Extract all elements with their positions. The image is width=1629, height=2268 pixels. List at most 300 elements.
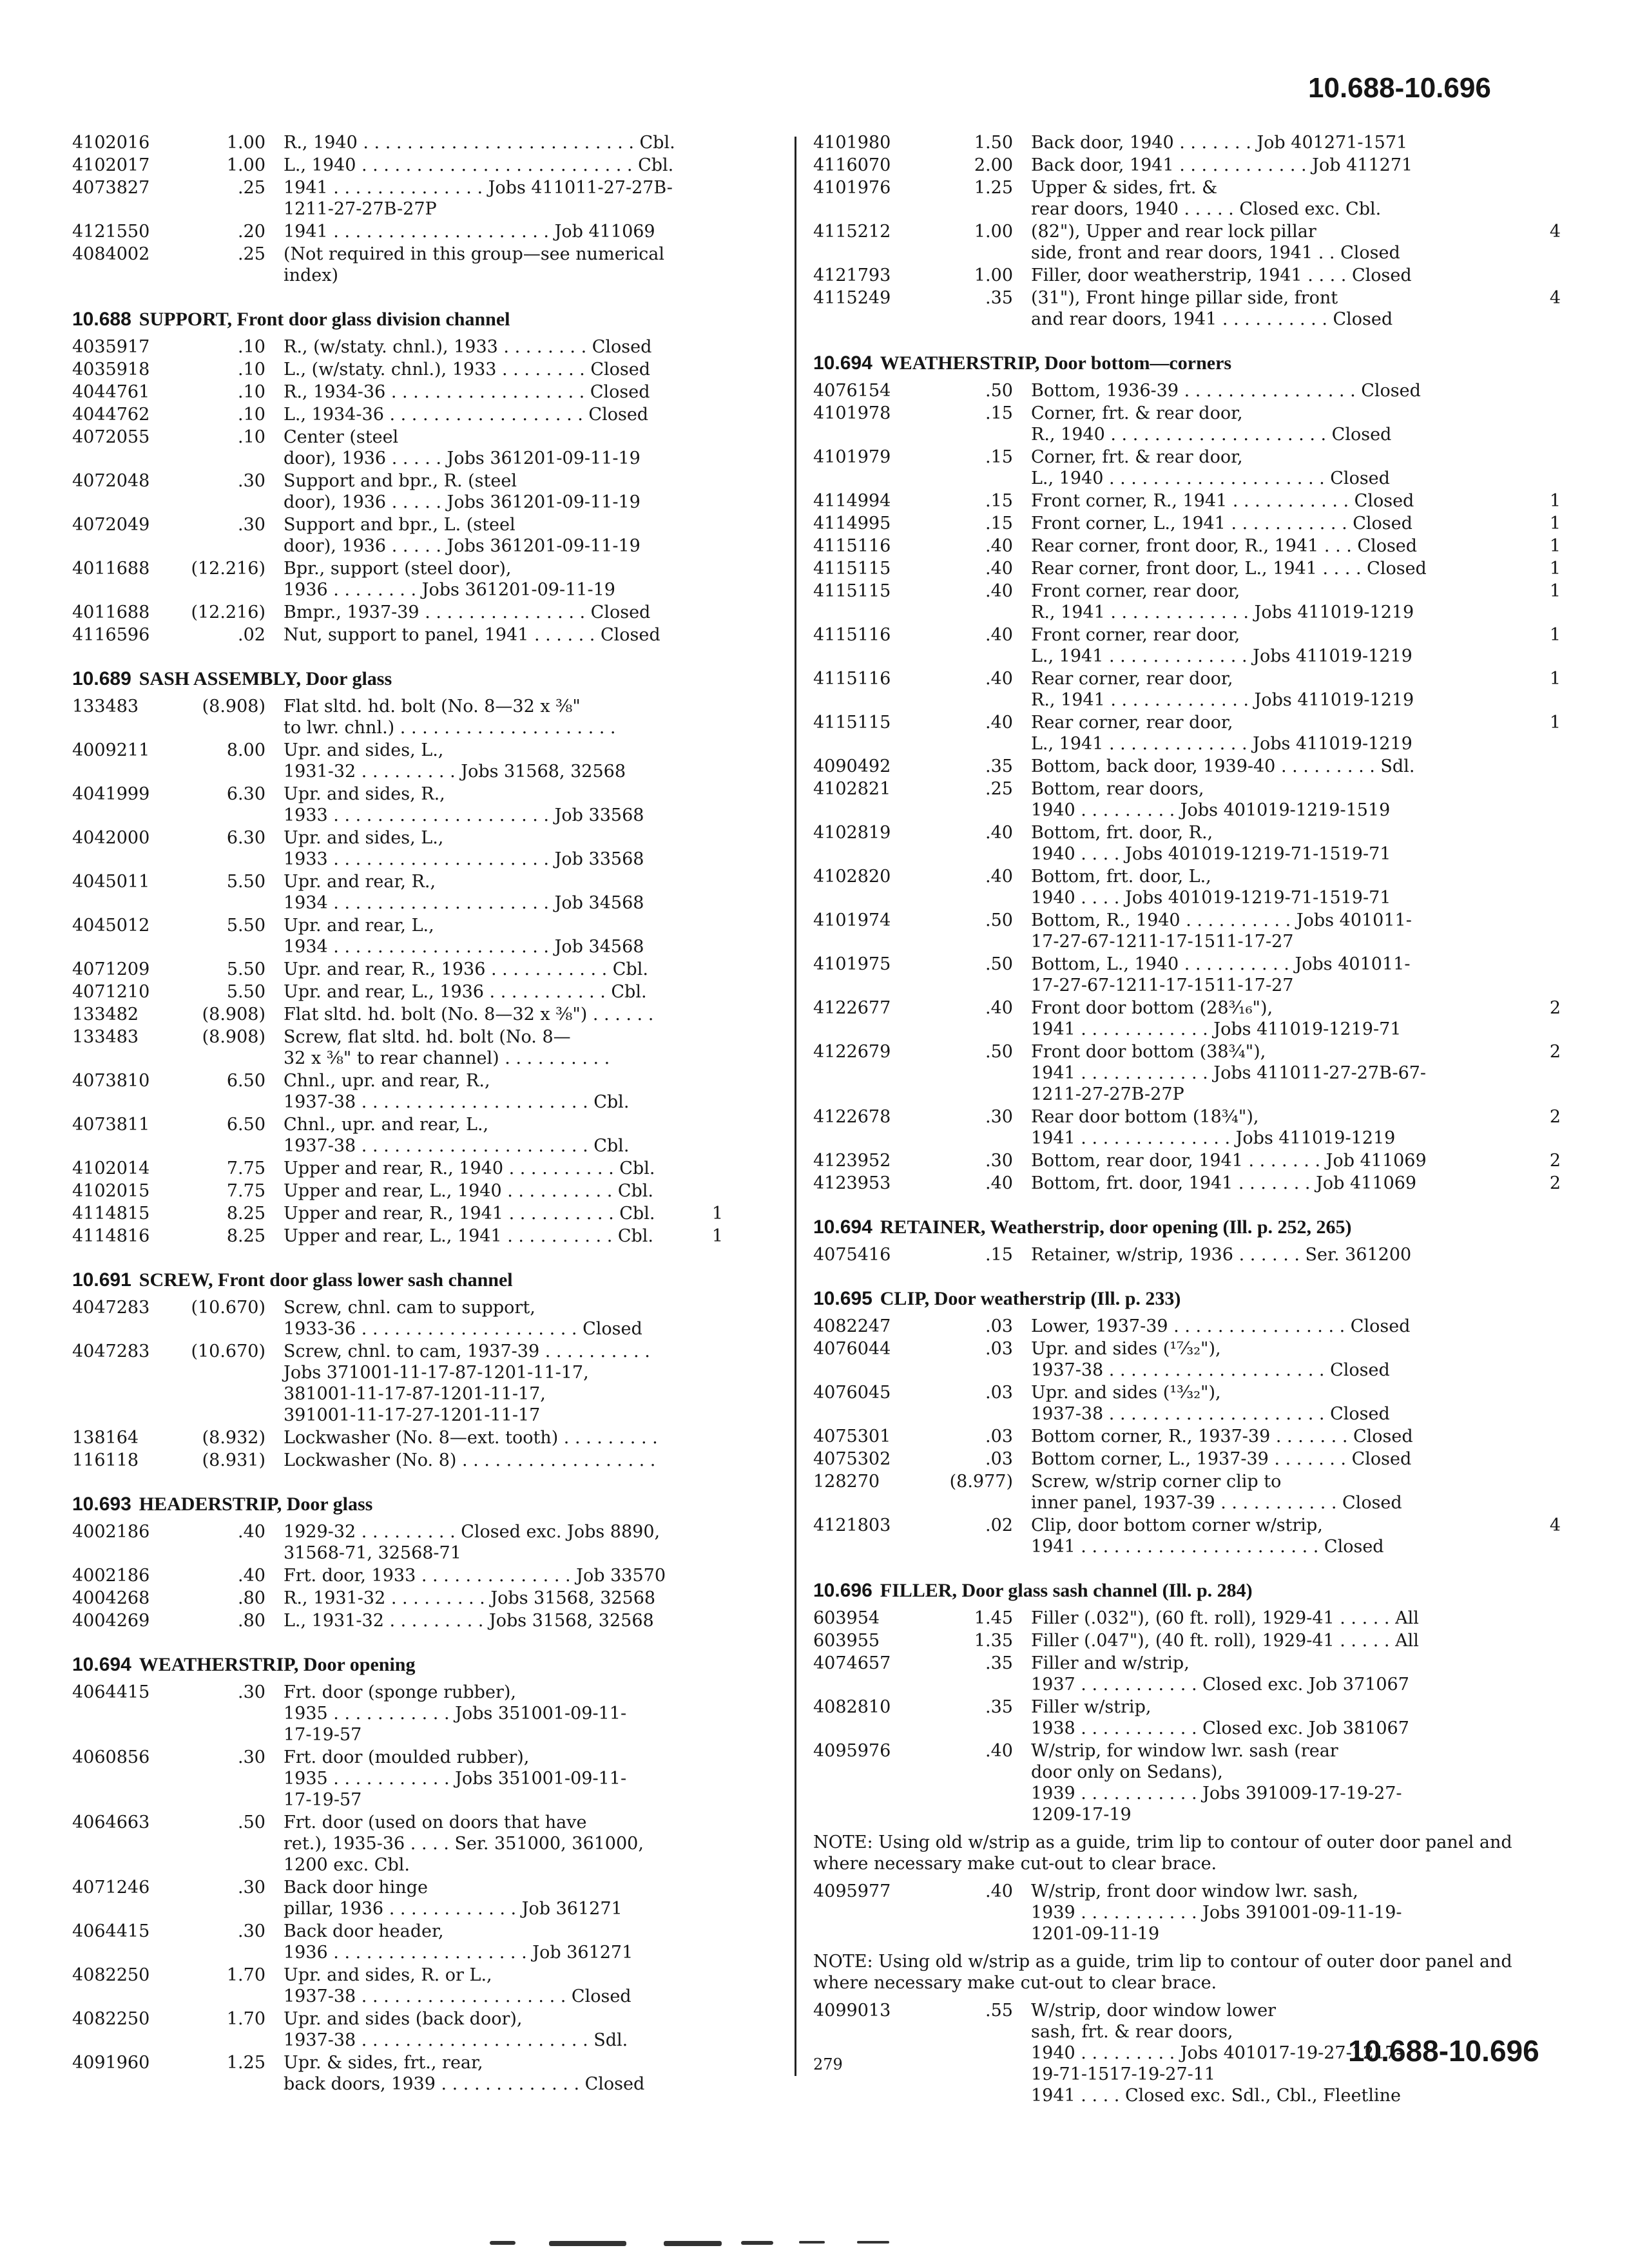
parts-list-row: [813, 1630, 1561, 1651]
parts-section: [72, 1653, 723, 2095]
parts-list-row: [813, 910, 1561, 952]
parts-list-row: [813, 1382, 1561, 1425]
parts-list-row: [813, 997, 1561, 1040]
parts-section: [72, 668, 723, 1247]
description: Corner, frt. & rear door, R., 1940 . . . . . . . . . . . . . . . . . . . . Closed: [1031, 403, 1392, 445]
parts-list-row: [72, 221, 723, 242]
price: .10: [238, 427, 265, 447]
quantity: 2: [1549, 1042, 1561, 1062]
price: .10: [238, 337, 265, 357]
parts-list-row: [72, 2008, 723, 2051]
price: 1.00: [974, 265, 1013, 285]
description: Bottom corner, L., 1937-39 . . . . . . . Closed: [1031, 1449, 1412, 1469]
parts-list-row: [72, 177, 723, 220]
description: Upr. and sides, L., 1931-32 . . . . . . . . . Jobs 31568, 32568: [284, 740, 626, 782]
parts-list-row: [72, 359, 723, 380]
description: Retainer, w/strip, 1936 . . . . . . Ser. 361200: [1031, 1245, 1412, 1265]
part-number: 4090492: [813, 756, 891, 776]
price: .40: [985, 559, 1013, 579]
description: Upper & sides, frt. & rear doors, 1940 . . . . . Closed exc. Cbl.: [1031, 178, 1382, 219]
parts-list-row: [72, 381, 723, 403]
parts-list-row: [72, 1812, 723, 1876]
part-number: 4075416: [813, 1245, 891, 1265]
description: Back door header, 1936 . . . . . . . . . . . . . . . . . . Job 361271: [284, 1921, 633, 1963]
price: 1.50: [974, 133, 1013, 153]
parts-section: [72, 308, 723, 646]
scan-artifact: [664, 2241, 722, 2246]
description: Upr. and sides (back door), 1937-38 . . . . . . . . . . . . . . . . . . . . . Sdl.: [284, 2009, 628, 2050]
parts-list-row: [813, 535, 1561, 557]
part-number: 4095976: [813, 1741, 891, 1761]
scan-artifact: [857, 2241, 889, 2244]
parts-list-row: [813, 778, 1561, 821]
description: Front corner, rear door, L., 1941 . . . . . . . . . . . . . Jobs 411019-1219: [1031, 625, 1412, 666]
price: .40: [985, 867, 1013, 887]
description: R., 1940 . . . . . . . . . . . . . . . . . . . . . . . . . Cbl.: [284, 133, 675, 153]
section-title-text: CLIP, Door weatherstrip (Ill. p. 233): [880, 1288, 1181, 1309]
part-number: 4082250: [72, 1965, 150, 1985]
parts-list-row: [72, 1965, 723, 2007]
price: 6.30: [226, 784, 265, 804]
part-number: 4102819: [813, 823, 891, 843]
part-number: 4044761: [72, 382, 150, 402]
price: 1.70: [226, 1965, 265, 1985]
description: Flat sltd. hd. bolt (No. 8—32 x ⅜" to lwr. chnl.) . . . . . . . . . . . . . . . . . . . .: [284, 697, 616, 738]
quantity: 1: [1549, 536, 1561, 556]
part-number: 133483: [72, 697, 139, 716]
parts-list-row: [813, 1150, 1561, 1171]
parts-section: [72, 132, 723, 286]
price: (12.216): [191, 559, 265, 579]
parts-list-row: [813, 756, 1561, 777]
quantity: 2: [1549, 1173, 1561, 1193]
part-number: 4044762: [72, 405, 150, 425]
part-number: 4115212: [813, 222, 891, 242]
description: Upper and rear, R., 1940 . . . . . . . . . . Cbl.: [284, 1158, 655, 1178]
parts-list-row: [813, 287, 1561, 330]
description: Upr. and sides, L., 1933 . . . . . . . . . . . . . . . . . . . . Job 33568: [284, 828, 644, 869]
parts-list-row: [813, 1244, 1561, 1265]
part-number: 4114994: [813, 491, 891, 511]
price: (8.932): [202, 1428, 265, 1448]
part-number: 4004268: [72, 1588, 150, 1608]
price: .40: [985, 669, 1013, 689]
scan-artifact: [549, 2241, 626, 2246]
part-number: 4116596: [72, 625, 150, 645]
price: .15: [985, 403, 1013, 423]
section-title-text: WEATHERSTRIP, Door opening: [139, 1654, 416, 1675]
part-number: 4064415: [72, 1682, 150, 1702]
price: 1.45: [974, 1608, 1013, 1628]
parts-list-row: [72, 740, 723, 782]
description: Rear door bottom (18¾"), 1941 . . . . . . . . . . . . . . Jobs 411019-1219: [1031, 1107, 1396, 1148]
installation-note: NOTE: Using old w/strip as a guide, trim lip to contour of outer door panel and where necessary make cut-out to clear brace.: [813, 1832, 1512, 1874]
parts-list-row: [813, 155, 1561, 176]
price: .10: [238, 382, 265, 402]
price: (8.931): [202, 1450, 265, 1470]
price: .40: [985, 998, 1013, 1018]
parts-list-row: [813, 132, 1561, 153]
part-number: 4099013: [813, 2001, 891, 2021]
part-number: 603954: [813, 1608, 880, 1628]
section-title-text: SCREW, Front door glass lower sash channel: [139, 1269, 513, 1291]
description: L., 1940 . . . . . . . . . . . . . . . . . . . . . . . . . Cbl.: [284, 155, 674, 175]
part-number: 4064663: [72, 1812, 150, 1832]
part-number: 4122679: [813, 1042, 891, 1062]
price: .50: [985, 381, 1013, 401]
description: Upper and rear, L., 1941 . . . . . . . . . . Cbl.: [284, 1226, 654, 1246]
description: Filler and w/strip, 1937 . . . . . . . . . . . Closed exc. Job 371067: [1031, 1653, 1409, 1695]
description: Upr. and rear, R., 1936 . . . . . . . . . . . Cbl.: [284, 959, 648, 979]
parts-list-row: [813, 624, 1561, 667]
description: (31"), Front hinge pillar side, front and rear doors, 1941 . . . . . . . . . . Closed: [1031, 288, 1393, 329]
description: Frt. door (used on doors that have ret.), 1935-36 . . . . Ser. 351000, 361000, 1200 exc. Cbl.: [284, 1812, 644, 1875]
part-number: 4115115: [813, 581, 891, 601]
price: 1.00: [226, 155, 265, 175]
quantity: 1: [1549, 491, 1561, 511]
part-number: 4101978: [813, 403, 891, 423]
section-title-text: SUPPORT, Front door glass division channel: [139, 309, 510, 330]
quantity: 1: [711, 1226, 723, 1246]
parts-section: [813, 352, 1561, 1194]
description: Support and bpr., L. (steel door), 1936 . . . . . Jobs 361201-09-11-19: [284, 515, 641, 556]
description: Bottom, frt. door, 1941 . . . . . . . Job 411069: [1031, 1173, 1417, 1193]
price: .10: [238, 405, 265, 425]
part-number: 4011688: [72, 602, 150, 622]
part-number: 4091960: [72, 2053, 150, 2073]
part-number: 4101976: [813, 178, 891, 198]
part-number: 4101974: [813, 910, 891, 930]
part-number: 4047283: [72, 1341, 150, 1361]
part-number: 4114815: [72, 1204, 150, 1224]
parts-list-row: [813, 1173, 1561, 1194]
price: .50: [985, 1042, 1013, 1062]
parts-list-row: [72, 915, 723, 957]
quantity: 1: [1549, 625, 1561, 645]
part-number: 4011688: [72, 559, 150, 579]
section-code: 10.688: [72, 309, 131, 330]
part-number: 4102016: [72, 133, 150, 153]
part-number: 4115115: [813, 559, 891, 579]
description: Filler (.047"), (40 ft. roll), 1929-41 . . . . . All: [1031, 1631, 1419, 1651]
parts-section: [72, 1493, 723, 1631]
parts-list-row: [72, 132, 723, 153]
price: 8.25: [226, 1204, 265, 1224]
quantity: 1: [1549, 669, 1561, 689]
price: .50: [985, 910, 1013, 930]
price: .40: [985, 1173, 1013, 1193]
description: W/strip, door window lower sash, frt. & rear doors, 1940 . . . . . . . . . Jobs 401017-19-27-1217- 19-71-1517-19-27-11 1941 . . . . Closed exc. Sdl., Cbl., Fleetline: [1031, 2001, 1402, 2106]
parts-list-row: [72, 404, 723, 425]
part-number: 4123952: [813, 1151, 891, 1171]
price: .35: [985, 1697, 1013, 1717]
part-number: 4115116: [813, 536, 891, 556]
part-number: 4121793: [813, 265, 891, 285]
part-number: 4084002: [72, 244, 150, 264]
description: Frt. door (sponge rubber), 1935 . . . . . . . . . . . Jobs 351001-09-11- 17-19-57: [284, 1682, 627, 1745]
part-number: 4035918: [72, 360, 150, 380]
price: 6.50: [226, 1071, 265, 1091]
description: 1929-32 . . . . . . . . . Closed exc. Jobs 8890, 31568-71, 32568-71: [284, 1522, 660, 1563]
description: R., 1934-36 . . . . . . . . . . . . . . . . . . Closed: [284, 382, 650, 402]
description: Bottom, 1936-39 . . . . . . . . . . . . . . . . Closed: [1031, 381, 1421, 401]
parts-section: [72, 1269, 723, 1471]
section-code: 10.694: [813, 352, 872, 374]
parts-list-row: [813, 1740, 1561, 1825]
description: Front corner, L., 1941 . . . . . . . . . . . Closed: [1031, 514, 1412, 533]
part-number: 4041999: [72, 784, 150, 804]
part-number: 4122678: [813, 1107, 891, 1127]
description: Front corner, R., 1941 . . . . . . . . . . . Closed: [1031, 491, 1414, 511]
description: Upr. and rear, L., 1934 . . . . . . . . . . . . . . . . . . . . Job 34568: [284, 916, 644, 957]
section-title: [72, 1653, 723, 1677]
parts-list-row: [72, 514, 723, 557]
description: L., 1931-32 . . . . . . . . . Jobs 31568, 32568: [284, 1611, 654, 1631]
parts-list-row: [72, 1180, 723, 1202]
description: Upr. and sides, R., 1933 . . . . . . . . . . . . . . . . . . . . Job 33568: [284, 784, 644, 825]
parts-list-row: [813, 1696, 1561, 1739]
parts-list-row: [813, 1041, 1561, 1105]
part-number: 4115115: [813, 713, 891, 733]
parts-list-row: [813, 1608, 1561, 1629]
price: 1.00: [226, 133, 265, 153]
price: .40: [238, 1522, 265, 1542]
parts-list-row: [813, 822, 1561, 865]
part-number: 4102820: [813, 867, 891, 887]
price: .40: [985, 536, 1013, 556]
price: (8.977): [949, 1472, 1013, 1492]
part-number: 116118: [72, 1450, 139, 1470]
price: .30: [238, 1878, 265, 1898]
price: (8.908): [202, 1004, 265, 1024]
description: Chnl., upr. and rear, R., 1937-38 . . . . . . . . . . . . . . . . . . . . . Cbl.: [284, 1071, 630, 1112]
part-number: 4002186: [72, 1522, 150, 1542]
quantity: 1: [1549, 713, 1561, 733]
part-number: 4082250: [72, 2009, 150, 2029]
parts-list-row: [72, 1225, 723, 1247]
parts-list-row: [813, 866, 1561, 908]
section-title: [813, 1216, 1561, 1239]
parts-list-row: [813, 668, 1561, 711]
price: .15: [985, 447, 1013, 467]
description: Filler (.032"), (60 ft. roll), 1929-41 . . . . . All: [1031, 1608, 1419, 1628]
scan-artifact: [799, 2241, 825, 2244]
price: .35: [985, 1653, 1013, 1673]
description: Rear corner, rear door, R., 1941 . . . . . . . . . . . . . Jobs 411019-1219: [1031, 669, 1414, 710]
parts-list-row: [72, 1588, 723, 1609]
installation-note: NOTE: Using old w/strip as a guide, trim lip to contour of outer door panel and where necessary make cut-out to clear brace.: [813, 1952, 1512, 1993]
page-range-header-bottom: 10.688-10.696: [1348, 2034, 1539, 2068]
description: (Not required in this group—see numerical index): [284, 244, 664, 285]
part-number: 4075301: [813, 1427, 891, 1446]
price: .02: [985, 1515, 1013, 1535]
section-code: 10.693: [72, 1494, 131, 1515]
parts-list-row: [813, 1338, 1561, 1381]
price: .40: [238, 1566, 265, 1586]
parts-list-row: [72, 1921, 723, 1963]
price: 1.35: [974, 1631, 1013, 1651]
section-code: 10.689: [72, 668, 131, 689]
price: 5.50: [226, 982, 265, 1002]
part-number: 4115116: [813, 625, 891, 645]
parts-section: [813, 1579, 1561, 2106]
part-number: 128270: [813, 1472, 880, 1492]
price: (8.908): [202, 1027, 265, 1047]
description: Bottom, frt. door, L., 1940 . . . . Jobs 401019-1219-71-1519-71: [1031, 867, 1391, 908]
description: Back door, 1940 . . . . . . . Job 401271-1571: [1031, 133, 1408, 153]
description: R., (w/staty. chnl.), 1933 . . . . . . . . Closed: [284, 337, 652, 357]
parts-list-row: [72, 1427, 723, 1448]
part-number: 4102015: [72, 1181, 150, 1201]
price: .35: [985, 756, 1013, 776]
part-number: 4035917: [72, 337, 150, 357]
price: .10: [238, 360, 265, 380]
description: Screw, w/strip corner clip to inner panel, 1937-39 . . . . . . . . . . . Closed: [1031, 1472, 1402, 1513]
parts-list-row: [72, 1004, 723, 1025]
part-number: 4122677: [813, 998, 891, 1018]
price: .30: [985, 1151, 1013, 1171]
quantity: 4: [1549, 1515, 1561, 1535]
parts-section: [813, 1216, 1561, 1265]
parts-list-row: [72, 1747, 723, 1811]
part-number: 133483: [72, 1027, 139, 1047]
parts-list-row: [813, 403, 1561, 445]
description: Front corner, rear door, R., 1941 . . . . . . . . . . . . . Jobs 411019-1219: [1031, 581, 1414, 622]
part-number: 4121803: [813, 1515, 891, 1535]
description: Bmpr., 1937-39 . . . . . . . . . . . . . . . Closed: [284, 602, 651, 622]
section-title-text: WEATHERSTRIP, Door bottom—corners: [880, 352, 1232, 374]
description: L., (w/staty. chnl.), 1933 . . . . . . . . Closed: [284, 360, 651, 380]
part-number: 4114816: [72, 1226, 150, 1246]
parts-list-row: [813, 581, 1561, 623]
price: .03: [985, 1316, 1013, 1336]
parts-list-row: [72, 1026, 723, 1069]
part-number: 4095977: [813, 1881, 891, 1901]
price: (10.670): [191, 1298, 265, 1318]
part-number: 4072049: [72, 515, 150, 535]
section-title-text: FILLER, Door glass sash channel (Ill. p. 284): [880, 1580, 1253, 1601]
price: .03: [985, 1383, 1013, 1403]
description: Frt. door (moulded rubber), 1935 . . . . . . . . . . . Jobs 351001-09-11- 17-19-57: [284, 1747, 627, 1810]
price: .30: [238, 1682, 265, 1702]
parts-list-row: [813, 712, 1561, 754]
quantity: 2: [1549, 998, 1561, 1018]
quantity: 2: [1549, 1107, 1561, 1127]
description: Front door bottom (38¾"), 1941 . . . . . . . . . . . . Jobs 411011-27-27B-67- 1211-27-27B-27P: [1031, 1042, 1427, 1104]
page-range-header-top: 10.688-10.696: [1308, 72, 1491, 104]
section-title: [72, 668, 723, 691]
scan-artifact: [490, 2241, 516, 2245]
description: Bottom, back door, 1939-40 . . . . . . . . . Sdl.: [1031, 756, 1415, 776]
description: Lockwasher (No. 8) . . . . . . . . . . . . . . . . . .: [284, 1450, 656, 1470]
description: Support and bpr., R. (steel door), 1936 . . . . . Jobs 361201-09-11-19: [284, 471, 641, 512]
description: Nut, support to panel, 1941 . . . . . . Closed: [284, 625, 660, 645]
description: Screw, flat sltd. hd. bolt (No. 8— 32 x ⅜" to rear channel) . . . . . . . . . .: [284, 1027, 610, 1068]
price: .40: [985, 713, 1013, 733]
part-number: 4042000: [72, 828, 150, 848]
price: .25: [238, 178, 265, 198]
price: 1.25: [226, 2053, 265, 2073]
part-number: 4047283: [72, 1298, 150, 1318]
price: .15: [985, 514, 1013, 533]
price: 8.00: [226, 740, 265, 760]
part-number: 4073811: [72, 1115, 150, 1135]
parts-section: [813, 1287, 1561, 1557]
part-number: 4121550: [72, 222, 150, 242]
parts-list-row: [72, 827, 723, 870]
parts-list-row: [813, 558, 1561, 579]
section-title: [813, 1287, 1561, 1311]
parts-list-row: [72, 959, 723, 980]
parts-list-row: [72, 155, 723, 176]
description: Lockwasher (No. 8—ext. tooth) . . . . . . . . .: [284, 1428, 658, 1448]
price: .20: [238, 222, 265, 242]
price: .80: [238, 1588, 265, 1608]
parts-list-row: [813, 490, 1561, 512]
description: R., 1931-32 . . . . . . . . . Jobs 31568, 32568: [284, 1588, 656, 1608]
parts-list-row: [72, 1877, 723, 1919]
description: Filler, door weatherstrip, 1941 . . . . Closed: [1031, 265, 1412, 285]
quantity: 2: [1549, 1151, 1561, 1171]
parts-list-row: [72, 981, 723, 1003]
parts-section: [813, 132, 1561, 330]
parts-list-row: [813, 1106, 1561, 1149]
section-code: 10.695: [813, 1288, 872, 1309]
parts-list-row: [72, 871, 723, 914]
description: Chnl., upr. and rear, L., 1937-38 . . . . . . . . . . . . . . . . . . . . . Cbl.: [284, 1115, 630, 1156]
description: (82"), Upper and rear lock pillar side, front and rear doors, 1941 . . Closed: [1031, 222, 1400, 263]
description: Upr. and sides (¹³⁄₃₂"), 1937-38 . . . . . . . . . . . . . . . . . . . . Closed: [1031, 1383, 1390, 1424]
parts-list-row: [813, 1471, 1561, 1514]
part-number: 4002186: [72, 1566, 150, 1586]
description: Back door, 1941 . . . . . . . . . . . . Job 411271: [1031, 155, 1413, 175]
description: W/strip, for window lwr. sash (rear door only on Sedans), 1939 . . . . . . . . . . . Jobs 391009-17-19-27- 1209-17-19: [1031, 1741, 1402, 1825]
parts-list-row: [813, 1316, 1561, 1337]
price: .40: [985, 1881, 1013, 1901]
part-number: 4074657: [813, 1653, 891, 1673]
description: Corner, frt. & rear door, L., 1940 . . . . . . . . . . . . . . . . . . . . Closed: [1031, 447, 1390, 488]
price: 5.50: [226, 872, 265, 892]
description: Rear corner, front door, R., 1941 . . . Closed: [1031, 536, 1418, 556]
price: .40: [985, 1741, 1013, 1761]
part-number: 603955: [813, 1631, 880, 1651]
quantity: 4: [1549, 288, 1561, 308]
parts-list-row: [813, 1653, 1561, 1695]
price: .50: [985, 954, 1013, 974]
price: 7.75: [226, 1181, 265, 1201]
part-number: 4075302: [813, 1449, 891, 1469]
price: .40: [985, 581, 1013, 601]
description: Upper and rear, R., 1941 . . . . . . . . . . Cbl.: [284, 1204, 655, 1224]
column-divider: [795, 137, 796, 2076]
description: Bottom, rear door, 1941 . . . . . . . Job 411069: [1031, 1151, 1427, 1171]
part-number: 4071210: [72, 982, 150, 1002]
price: .30: [238, 1747, 265, 1767]
part-number: 4114995: [813, 514, 891, 533]
part-number: 4116070: [813, 155, 891, 175]
description: Screw, chnl. cam to support, 1933-36 . . . . . . . . . . . . . . . . . . . . Closed: [284, 1298, 642, 1339]
parts-list-row: [72, 1203, 723, 1224]
page-number: 279: [813, 2055, 843, 2073]
part-number: 4045012: [72, 916, 150, 936]
parts-list-row: [72, 1297, 723, 1340]
section-title-text: SASH ASSEMBLY, Door glass: [139, 668, 392, 689]
parts-list-row: [813, 1426, 1561, 1447]
price: .30: [238, 471, 265, 491]
parts-list-row: [72, 1341, 723, 1426]
description: L., 1934-36 . . . . . . . . . . . . . . . . . . Closed: [284, 405, 649, 425]
parts-list-row: [72, 602, 723, 623]
